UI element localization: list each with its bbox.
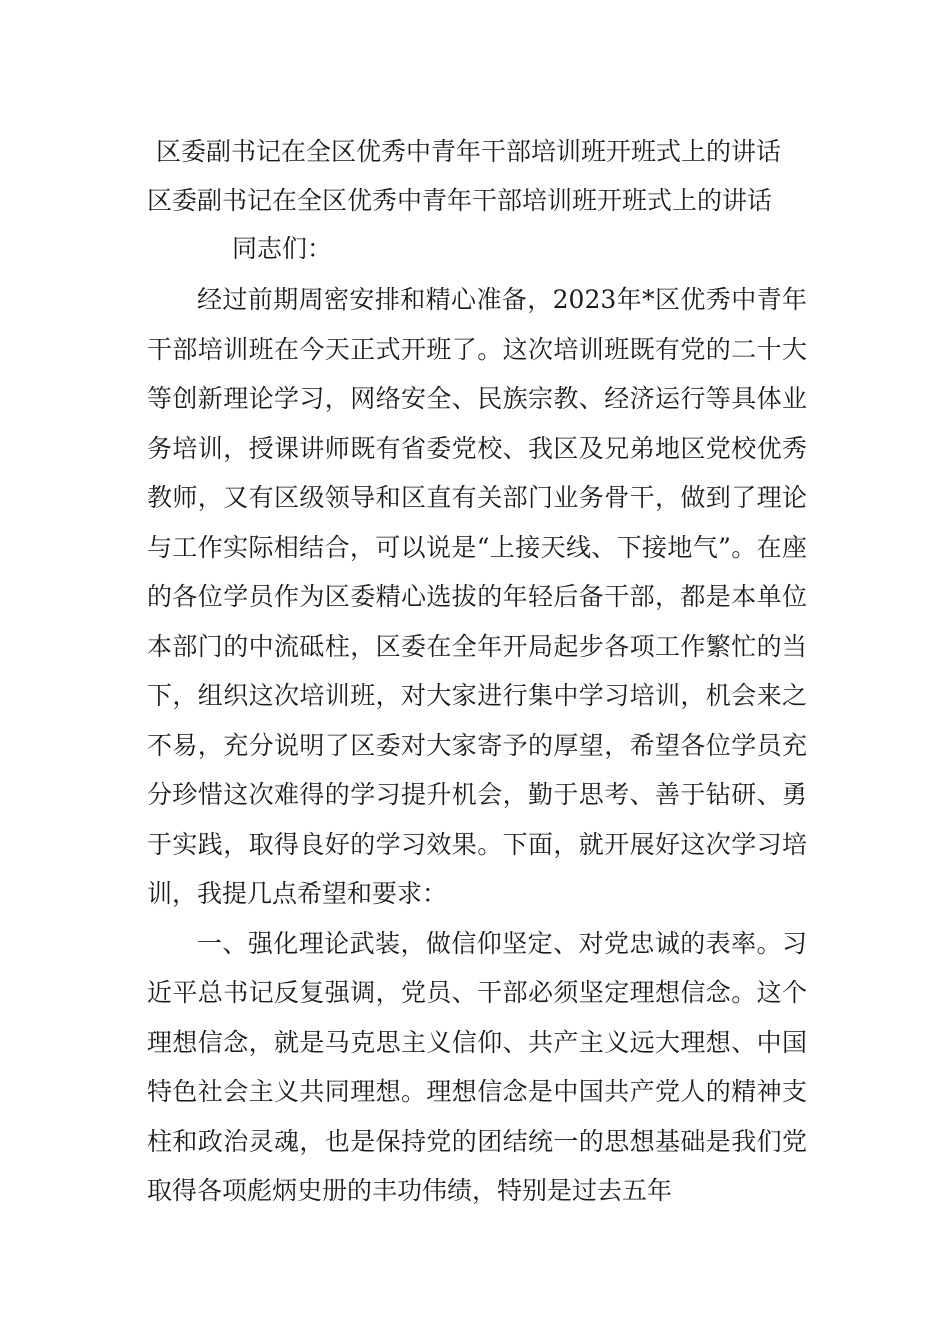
paragraph-intro: 经过前期周密安排和精心准备，2023年*区优秀中青年干部培训班在今天正式开班了。这次培训班既有党的二十大等创新理论学习，网络安全、民族宗教、经济运行等具体业务培训，授课讲师既有省委党校、我区及兄弟地区党校优秀教师，又有区级领导和区直有关部门业务骨干，做到了理论与工作实际相结合，可以说是“上接天线、下接地气”。在座的各位学员作为区委精心选拔的年轻后备干部，都是本单位本部门的中流砥柱，区委在全年开局起步各项工作繁忙的当下，组织这次培训班，对大家进行集中学习培训，机会来之不易，充分说明了区委对大家寄予的厚望，希望各位学员充分珍惜这次难得的学习提升机会，勤于思考、善于钻研、勇于实践，取得良好的学习效果。下面，就开展好这次学习培训，我提几点希望和要求： [147, 285, 807, 908]
document-title-repeat: 区委副书记在全区优秀中青年干部培训班开班式上的讲话 [147, 186, 773, 215]
document-title: 区委副书记在全区优秀中青年干部培训班开班式上的讲话 [156, 137, 782, 166]
paragraph-section-one: 一、强化理论武装，做信仰坚定、对党忠诚的表率。习近平总书记反复强调，党员、干部必须坚定理想信念。这个理想信念，就是马克思主义信仰、共产主义远大理想、中国特色社会主义共同理想。理想信念是中国共产党人的精神支柱和政治灵魂，也是保持党的团结统一的思想基础是我们党取得各项彪炳史册的丰功伟绩，特别是过去五年 [147, 928, 807, 1205]
salutation: 同志们： [232, 234, 333, 263]
document-body [147, 275, 807, 1216]
